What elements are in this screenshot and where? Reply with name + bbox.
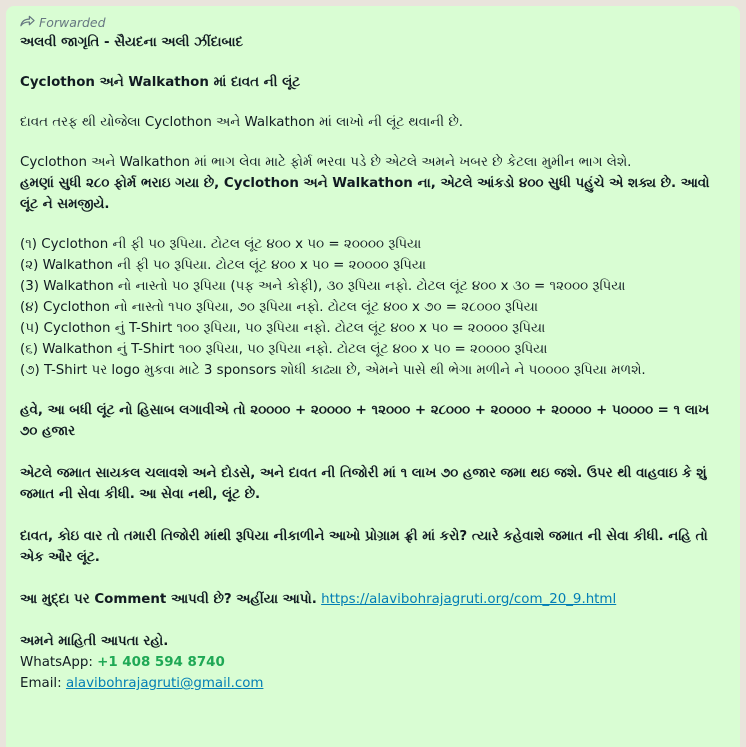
- paragraph-intro: દાવત તરફ થી યોજેલા Cyclothon અને Walkathon માં લાખો ની લૂંટ થવાની છે.: [20, 115, 463, 130]
- list-item: (૫) Cyclothon નું T-Shirt ૧૦૦ રૂપિયા, ૫૦ રૂપિયા નફો. ટોટલ લૂંટ ૪૦૦ x ૫૦ = ૨૦૦૦૦ રૂપિયા: [20, 321, 546, 336]
- comment-text: આ મુદ્દા પર Comment આપવી છે? અહીંયા આપો.: [20, 592, 317, 607]
- total-paragraph: હવે, આ બધી લૂંટ નો હિસાબ લગાવીએ તો ૨૦૦૦૦ + ૨૦૦૦૦ + ૧૨૦૦૦ + ૨૮૦૦૦ + ૨૦૦૦૦ + ૨૦૦૦૦ + ૫૦૦૦૦ = ૧ લાખ ૭૦ હજાર: [20, 403, 710, 439]
- forwarded-label: Forwarded: [39, 14, 106, 30]
- whatsapp-line: [20, 652, 726, 673]
- email-label: Email:: [20, 676, 62, 691]
- list-item: (૧) Cyclothon ની ફી ૫૦ રૂપિયા. ટોટલ લૂંટ ૪૦૦ x ૫૦ = ૨૦૦૦૦ રૂપિયા: [20, 237, 422, 252]
- paragraph-forms-plain: Cyclothon અને Walkathon માં ભાગ લેવા માટે ફોર્મ ભરવા પડે છે એટલે અમને ખબર છે કેટલા મુમીન ભાગ લેશે.: [20, 155, 632, 170]
- list-item: (૪) Cyclothon નો નાસ્તો ૧૫૦ રૂપિયા, ૭૦ રૂપિયા નફો. ટોટલ લૂંટ ૪૦૦ x ૭૦ = ૨૮૦૦૦ રૂપિયા: [20, 300, 539, 315]
- list-item: (૨) Walkathon ની ફી ૫૦ રૂપિયા. ટોટલ લૂંટ ૪૦૦ x ૫૦ = ૨૦૦૦૦ રૂપિયા: [20, 258, 427, 273]
- list-item: (૬) Walkathon નું T-Shirt ૧૦૦ રૂપિયા, ૫૦ રૂપિયા નફો. ટોટલ લૂંટ ૪૦૦ x ૫૦ = ૨૦૦૦૦ રૂપિયા: [20, 342, 548, 357]
- message-text: [20, 32, 726, 694]
- title-line: Cyclothon અને Walkathon માં દાવત ની લૂંટ: [20, 75, 300, 90]
- message-bubble: [6, 6, 740, 747]
- closing-line: અમને માહિતી આપતા રહો.: [20, 634, 169, 649]
- forwarded-indicator: [20, 14, 726, 30]
- forward-arrow-icon: [20, 12, 35, 33]
- list-item: (3) Walkathon નો નાસ્તો ૫૦ રૂપિયા (૫ફ અને કોફી), ૩૦ રૂપિયા નફો. ટોટલ લૂંટ ૪૦૦ x ૩૦ = ૧૨૦૦૦ રૂપિયા: [20, 279, 626, 294]
- email-link[interactable]: alavibohrajagruti@gmail.com: [65, 676, 264, 691]
- paragraph-forms-bold: હમણાં સુધી ૨૮૦ ફોર્મ ભરાઇ ગયા છે, Cyclothon અને Walkathon ના, એટલે આંકડો ૪૦૦ સુધી પહુંચે એ શક્ય છે. આવો લૂંટ ને સમજીયે.: [20, 176, 710, 212]
- paragraph-forms: [20, 152, 726, 215]
- paragraph-dawat: દાવત, કોઇ વાર તો તમારી તિજોરી માંથી રૂપિયા નીકાળીને આખો પ્રોગ્રામ ફ્રી માં કરો? ત્યારે કહેવાશે જમાત ની સેવા કીધી. નહિ તો એક ઔર લૂંટ.: [20, 529, 708, 565]
- whatsapp-label: WhatsApp:: [20, 655, 93, 670]
- email-line: [20, 673, 726, 694]
- comment-line: [20, 589, 726, 610]
- comment-link[interactable]: https://alavibohrajagruti.org/com_20_9.html: [321, 592, 617, 607]
- paragraph-jamat: એટલે જમાત સાયકલ ચલાવશે અને દોડસે, અને દાવત ની તિજોરી માં ૧ લાખ ૭૦ હજાર જમા થઇ જશે. ઉપર થી વાહવાઇ કે શું જમાત ની સેવા કીધી. આ સેવા નથી, લૂંટ છે.: [20, 466, 707, 502]
- header-line: અલવી જાગૃતિ - સૈયદના અલી ઝીંદાબાદ: [20, 35, 244, 50]
- whatsapp-number-link[interactable]: +1 408 594 8740: [97, 655, 225, 670]
- list-item: (૭) T-Shirt પર logo મુકવા માટે 3 sponsors શોધી કાઢ્યા છે, એમને પાસે થી ભેગા મળીને ને ૫૦૦૦૦ રૂપિયા મળશે.: [20, 363, 646, 378]
